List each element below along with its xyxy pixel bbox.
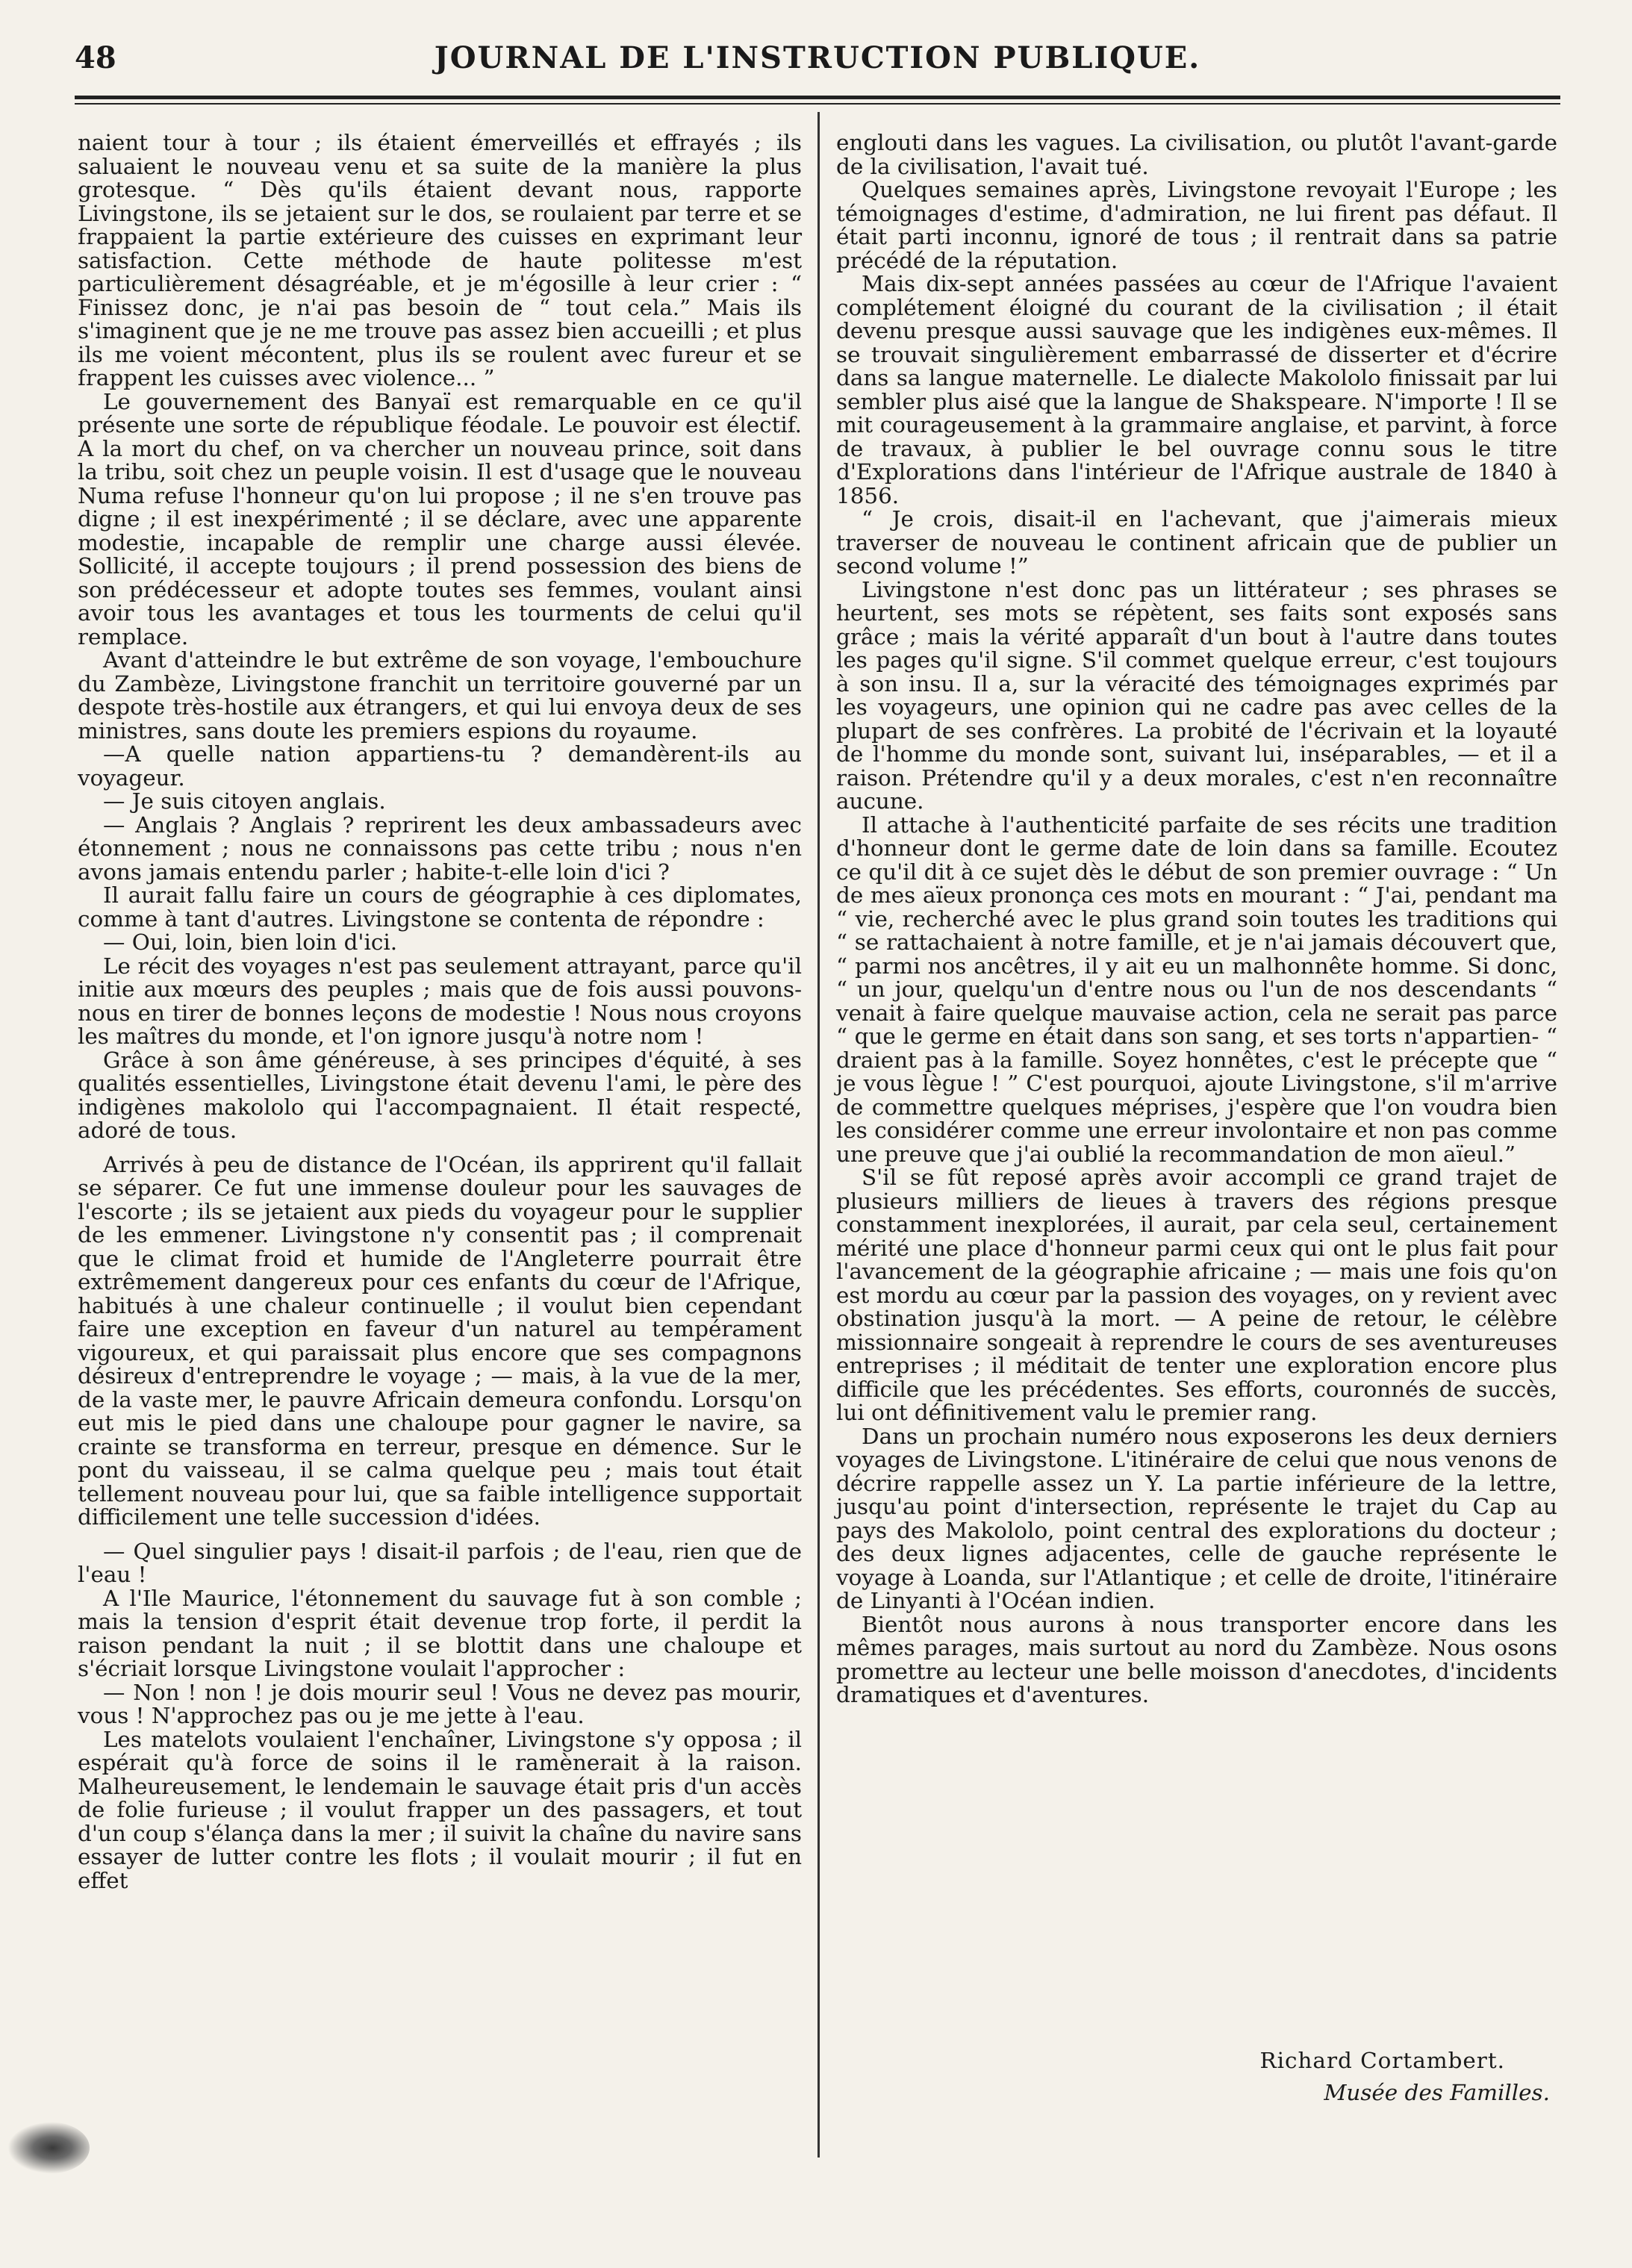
paragraph: Le gouvernement des Banyaï est remarquable en ce qu'il présente une sorte de république féodale. Le pouvoir est électif. A la mort du chef, on va chercher un nouveau prince, soit dans la tribu, soit chez un peuple voisin. Il est d'usage que le nouveau Numa refuse l'honneur qu'on lui propose ; il ne s'en trouve pas digne ; il est inexpérimenté ; il se déclare, avec une apparente modestie, incapable de remplir une charge aussi élevée. Sollicité, il accepte toujours ; il prend possession des biens de son prédécesseur et adopte toutes ses femmes, voulant ainsi avoir tous les avantages et tous les tourments de celui qu'il remplace. <box>78 388 802 649</box>
paragraph: Quelques semaines après, Livingstone revoyait l'Europe ; les témoignages d'estime, d'admiration, ne lui firent pas défaut. Il était parti inconnu, ignoré de tous ; il rentrait dans sa patrie précédé de la réputation. <box>836 177 1557 273</box>
paragraph: S'il se fût reposé après avoir accompli ce grand trajet de plusieurs milliers de lieues à travers des régions presque constamment inexplorées, il aurait, par cela seul, certainement mérité une place d'honneur parmi ceux qui ont le plus fait pour l'avancement de la géographie africaine ; — mais une fois qu'on est mordu au cœur par la passion des voyages, on y revient avec obstination jusqu'à la mort. — A peine de retour, le célèbre missionnaire songeait à reprendre le cours de ses aventureuses entreprises ; il méditait de tenter une exploration encore plus difficile que les précédentes. Ses efforts, couronnés de succès, lui ont définitivement valu le premier rang. <box>836 1165 1557 1425</box>
paragraph: Le récit des voyages n'est pas seulement attrayant, parce qu'il initie aux mœurs des peuples ; mais que de fois aussi pouvons-nous en tirer de bonnes leçons de modestie ! Nous nous croyons les maîtres du monde, et l'on ignore jusqu'à notre nom ! <box>78 953 802 1049</box>
paragraph: — Je suis citoyen anglais. <box>103 788 386 814</box>
page-number: 48 <box>75 40 116 75</box>
paragraph: — Non ! non ! je dois mourir seul ! Vous ne devez pas mourir, vous ! N'approchez pas ou je me jette à l'eau. <box>78 1679 802 1728</box>
paragraph: englouti dans les vagues. La civilisation, ou plutôt l'avant-garde de la civilisation, l'avait tué. <box>836 130 1557 179</box>
paragraph: Bientôt nous aurons à nous transporter encore dans les mêmes parages, mais surtout au nord du Zambèze. Nous osons promettre au lecteur une belle moisson d'anecdotes, d'incidents dramatiques et d'aventures. <box>836 1611 1557 1707</box>
paragraph: Il attache à l'authenticité parfaite de ses récits une tradition d'honneur dont le germe date de loin dans sa famille. Ecoutez ce qu'il dit à ce sujet dès le début de son premier ouvrage : “ Un de mes aïeux prononça ces mots en mourant : “ J'ai, pendant ma “ vie, recherché avec le plus grand soin toutes les traditions qui “ se rattachaient à notre famille, et je n'ai jamais découvert que, “ parmi nos ancêtres, il y ait eu un malhonnête homme. Si donc, “ un jour, quelqu'un d'entre nous ou l'un de nos descendants “ venait à faire quelque mauvaise action, cela ne serait pas parce “ que le germe en était dans son sang, et ses torts n'appartien- “ draient pas à la famille. Soyez honnêtes, c'est le précepte que “ je vous lègue ! ” C'est pourquoi, ajoute Livingstone, s'il m'arrive de commettre quelques méprises, j'espère que l'on voudra bien les considérer comme une erreur involontaire et non pas comme une preuve que j'ai oublié la recommandation de mon aïeul.” <box>836 811 1557 1167</box>
paragraph: Livingstone n'est donc pas un littérateur ; ses phrases se heurtent, ses mots se répètent, ses faits sont exposés sans grâce ; mais la vérité apparaît d'un bout à l'autre dans toutes les pages qu'il signe. S'il commet quelque erreur, c'est toujours à son insu. Il a, sur la véracité des témoignages exprimés par les voyageurs, une opinion qui ne cadre pas avec celles de la plupart de ses confrères. La probité de l'écrivain et la loyauté de l'homme du monde sont, suivant lui, inséparables, — et il a raison. Prétendre qu'il y a deux morales, c'est n'en reconnaître aucune. <box>836 576 1557 814</box>
page-header <box>75 40 1560 93</box>
column-divider <box>817 112 820 2158</box>
paragraph: A l'Ile Maurice, l'étonnement du sauvage fut à son comble ; mais la tension d'esprit était devenue trop forte, il perdit la raison pendant la nuit ; il se blottit dans une chaloupe et s'écriait lorsque Livingstone voulait l'approcher : <box>78 1585 802 1681</box>
author-signature: Richard Cortambert. <box>1259 2048 1505 2073</box>
header-rule-thick <box>75 96 1560 99</box>
paragraph: —A quelle nation appartiens-tu ? demandèrent-ils au voyageur. <box>78 741 802 791</box>
paragraph: Avant d'atteindre le but extrême de son voyage, l'embouchure du Zambèze, Livingstone franchit un territoire gouverné par un despote très-hostile aux étrangers, et qui lui envoya deux de ses ministres, sans doute les premiers espions du royaume. <box>78 647 802 744</box>
paragraph: — Quel singulier pays ! disait-il parfois ; de l'eau, rien que de l'eau ! <box>78 1538 802 1587</box>
paragraph: Les matelots voulaient l'enchaîner, Livingstone s'y opposa ; il espérait qu'à force de soins il le ramènerait à la raison. Malheureusement, le lendemain le sauvage était pris d'un accès de folie furieuse ; il voulut frapper un des passagers, et tout d'un coup s'élança dans la mer ; il suivit la chaîne du navire sans essayer de lutter contre les flots ; il voulait mourir ; il fut en effet <box>78 1726 802 1893</box>
source-credit: Musée des Familles. <box>1324 2080 1550 2105</box>
header-rule-thin <box>75 103 1560 105</box>
right-column <box>836 131 1557 1707</box>
paragraph: — Anglais ? Anglais ? reprirent les deux ambassadeurs avec étonnement ; nous ne connaissons pas cette tribu ; nous n'en avons jamais entendu parler ; habite-t-elle loin d'ici ? <box>78 811 802 885</box>
paragraph: Dans un prochain numéro nous exposerons les deux derniers voyages de Livingstone. L'itinéraire de celui que nous venons de décrire rappelle assez un Y. La partie inférieure de la lettre, jusqu'au point d'intersection, représente le trajet du Cap au pays des Makololo, point central des explorations du docteur ; des deux lignes adjacentes, celle de gauche représente le voyage à Loanda, sur l'Atlantique ; et celle de droite, l'itinéraire de Linyanti à l'Océan indien. <box>836 1423 1557 1613</box>
paragraph: Il aurait fallu faire un cours de géographie à ces diplomates, comme à tant d'autres. Livingstone se contenta de répondre : <box>78 882 802 932</box>
journal-title: JOURNAL DE L'INSTRUCTION PUBLIQUE. <box>434 40 1201 75</box>
paragraph: Arrivés à peu de distance de l'Océan, ils apprirent qu'il fallait se séparer. Ce fut une immense douleur pour les sauvages de l'escorte ; ils se jetaient aux pieds du voyageur pour le supplier de les emmener. Livingstone n'y consentit pas ; il comprenait que le climat froid et humide de l'Angleterre pourrait être extrêmement dangereux pour ces enfants du cœur de l'Afrique, habitués à une chaleur continuelle ; il voulut bien cependant faire une exception en faveur d'un naturel au tempérament vigoureux, et qui paraissait plus encore que ses compagnons désireux d'entreprendre le voyage ; — mais, à la vue de la mer, de la vaste mer, le pauvre Africain demeura confondu. Lorsqu'on eut mis le pied dans une chaloupe pour gagner le navire, sa crainte se transforma en terreur, presque en démence. Sur le pont du vaisseau, il se calma quelque peu ; mais tout était tellement nouveau pour lui, que sa faible intelligence supportait difficilement une telle succession d'idées. <box>78 1151 802 1530</box>
ink-smudge <box>7 2122 90 2174</box>
paragraph: Mais dix-sept années passées au cœur de l'Afrique l'avaient complétement éloigné du courant de la civilisation ; il était devenu presque aussi sauvage que les indigènes eux-mêmes. Il se trouvait singulièrement embarrassé de disserter et d'écrire dans sa langue maternelle. Le dialecte Makololo finissait par lui sembler plus aisé que la langue de Shakspeare. N'importe ! Il se mit courageusement à la grammaire anglaise, et parvint, à force de travaux, à publier le bel ouvrage connu sous le titre d'Explorations dans l'intérieur de l'Afrique australe de 1840 à 1856. <box>836 271 1557 508</box>
paragraph: “ Je crois, disait-il en l'achevant, que j'aimerais mieux traverser de nouveau le continent africain que de publier un second volume !” <box>836 506 1557 579</box>
paragraph: — Oui, loin, bien loin d'ici. <box>103 929 398 955</box>
left-column <box>78 131 802 1892</box>
paragraph: naient tour à tour ; ils étaient émerveillés et effrayés ; ils saluaient le nouveau venu et sa suite de la manière la plus grotesque. “ Dès qu'ils étaient devant nous, rapporte Livingstone, ils se jetaient sur le dos, se roulaient par terre et se frappaient la partie extérieure des cuisses en exprimant leur satisfaction. Cette méthode de haute politesse m'est particulièrement désagréable, et je m'égosille à leur crier : “ Finissez donc, je n'ai pas besoin de “ tout cela.” Mais ils s'imaginent que je ne me trouve pas assez bien accueilli ; et plus ils me voient mécontent, plus ils se roulent avec fureur et se frappent les cuisses avec violence... ” <box>78 130 802 390</box>
paragraph: Grâce à son âme généreuse, à ses principes d'équité, à ses qualités essentielles, Livingstone était devenu l'ami, le père des indigènes makololo qui l'accompagnaient. Il était respecté, adoré de tous. <box>78 1047 802 1143</box>
